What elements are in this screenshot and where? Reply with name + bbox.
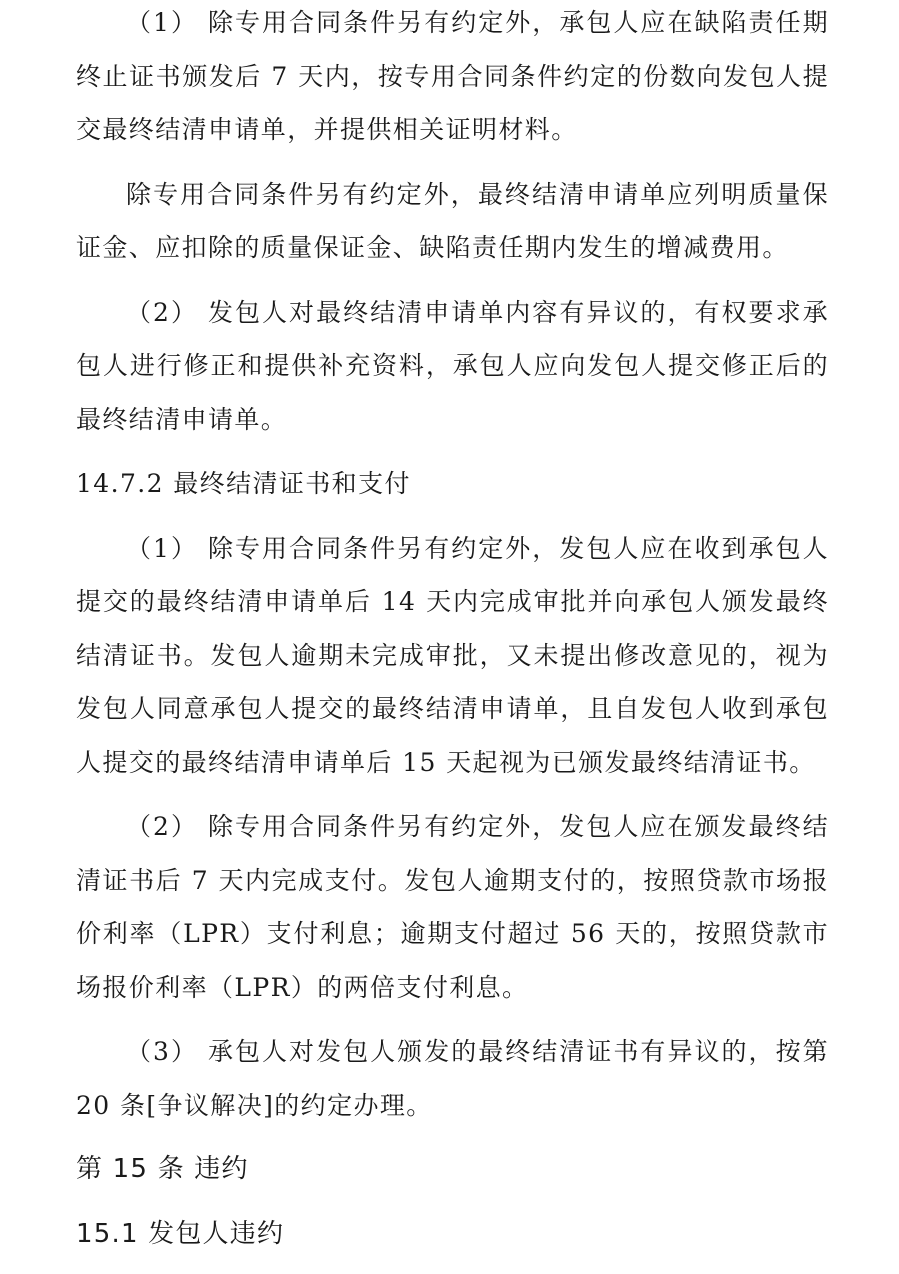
paragraph-dispute: （3） 承包人对发包人颁发的最终结清证书有异议的，按第 20 条[争议解决]的约定办理。 <box>76 1037 829 1120</box>
paragraph-payment-interest: （2） 除专用合同条件另有约定外，发包人应在颁发最终结清证书后 7 天内完成支付。发包人逾期支付的，按照贷款市场报价利率（LPR）支付利息；逾期支付超过 56 天的，按照贷款市场报价利率（LPR）的两倍支付利息。 <box>76 812 829 1002</box>
section-heading-14-7-2: 14.7.2 最终结清证书和支付 <box>76 469 411 498</box>
article-heading-15: 第 15 条 违约 <box>76 1154 249 1184</box>
section-heading-15-1: 15.1 发包人违约 <box>76 1218 285 1249</box>
paragraph-approval-certificate: （1） 除专用合同条件另有约定外，发包人应在收到承包人提交的最终结清申请单后 14 天内完成审批并向承包人颁发最终结清证书。发包人逾期未完成审批，又未提出修改意见的，视为发包人同意承包人提交的最终结清申请单，且自发包人收到承包人提交的最终结清申请单后 15 天起视为已颁发最终结清证书。 <box>76 533 829 777</box>
paragraph-final-settlement-application: （1） 除专用合同条件另有约定外，承包人应在缺陷责任期终止证书颁发后 7 天内，按专用合同条件约定的份数向发包人提交最终结清申请单，并提供相关证明材料。 <box>76 8 829 144</box>
paragraph-objection-correction: （2） 发包人对最终结清申请单内容有异议的，有权要求承包人进行修正和提供补充资料，承包人应向发包人提交修正后的最终结清申请单。 <box>76 297 829 434</box>
paragraph-settlement-items: 除专用合同条件另有约定外，最终结清申请单应列明质量保证金、应扣除的质量保证金、缺陷责任期内发生的增减费用。 <box>76 179 829 262</box>
